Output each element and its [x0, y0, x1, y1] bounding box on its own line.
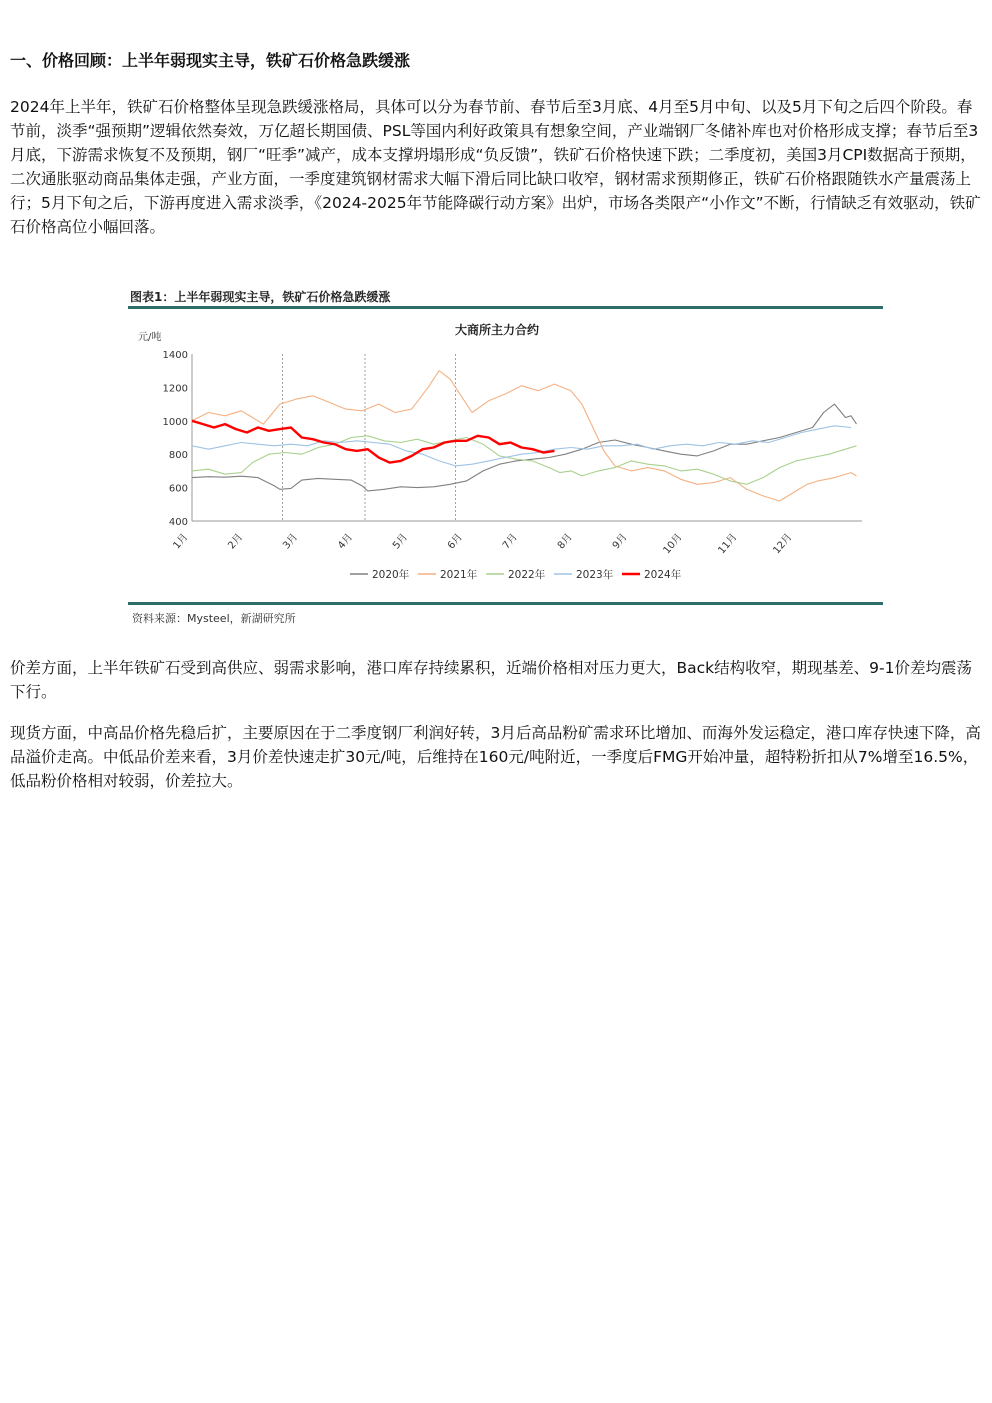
- figure-bottom-rule: [128, 602, 883, 605]
- x-tick-label: 3月: [281, 531, 301, 552]
- x-tick-label: 6月: [445, 531, 465, 552]
- x-tick-label: 4月: [336, 531, 356, 552]
- y-tick-label: 600: [168, 483, 188, 495]
- chart-title: 大商所主力合约: [454, 323, 540, 337]
- paragraph-spread: 价差方面，上半年铁矿石受到高供应、弱需求影响，港口库存持续累积，近端价格相对压力更大，Back结构收窄，期现基差、9-1价差均震荡下行。: [10, 659, 972, 701]
- x-tick-label: 12月: [771, 531, 795, 557]
- section-heading: 一、价格回顾：上半年弱现实主导，铁矿石价格急跌缓涨: [10, 51, 411, 70]
- legend-label: 2023年: [576, 569, 614, 581]
- legend-label: 2020年: [372, 569, 410, 581]
- y-tick-label: 1400: [162, 350, 188, 361]
- x-tick-label: 10月: [661, 531, 685, 557]
- figure-caption: 图表1：上半年弱现实主导，铁矿石价格急跌缓涨: [130, 290, 391, 304]
- figure-top-rule: [128, 306, 883, 309]
- price-line-chart: [120, 310, 885, 610]
- paragraph-price-review: 2024年上半年，铁矿石价格整体呈现急跌缓涨格局，具体可以分为春节前、春节后至3月底、4月至5月中旬、以及5月下旬之后四个阶段。春节前，淡季“强预期”逻辑依然奏效，万亿超长期国债、PSL等国内利好政策具有想象空间，产业端钢厂冬储补库也对价格形成支撑；春节后至3月底，下游需求恢复不及预期，钢厂“旺季”减产，成本支撑坍塌形成“负反馈”，铁矿石价格快速下跌；二季度初，美国3月CPI数据高于预期，二次通胀驱动商品集体走强，产业方面，一季度建筑钢材需求大幅下滑后同比缺口收窄，钢材需求预期修正，铁矿石价格跟随铁水产量震荡上行；5月下旬之后，下游再度进入需求淡季，《2024-2025年节能降碳行动方案》出炉，市场各类限产“小作文”不断，行情缺乏有效驱动，铁矿石价格高位小幅回落。: [10, 98, 981, 236]
- paragraph-spot: 现货方面，中高品价格先稳后扩，主要原因在于二季度钢厂利润好转，3月后高品粉矿需求环比增加、而海外发运稳定，港口库存快速下降，高品溢价走高。中低品价差来看，3月价差快速走扩30元/吨，后维持在160元/吨附近，一季度后FMG开始冲量，超特粉折扣从7%增至16.5%，低品粉价格相对较弱，价差拉大。: [10, 724, 981, 790]
- legend-label: 2022年: [508, 569, 546, 581]
- y-tick-label: 400: [168, 517, 188, 528]
- figure-1: [120, 284, 885, 629]
- x-tick-label: 1月: [171, 531, 191, 552]
- x-tick-label: 7月: [500, 531, 520, 552]
- series-line-2021年: [192, 371, 857, 501]
- x-tick-label: 11月: [716, 531, 740, 557]
- x-tick-label: 8月: [555, 531, 575, 552]
- x-tick-label: 2月: [226, 531, 246, 552]
- y-tick-label: 1000: [162, 416, 188, 428]
- y-tick-label: 800: [168, 450, 188, 462]
- figure-source: 资料来源：Mysteel，新湖研究所: [132, 612, 296, 625]
- y-axis-label: 元/吨: [138, 332, 162, 343]
- y-tick-label: 1200: [162, 383, 188, 395]
- legend-label: 2024年: [644, 569, 682, 581]
- x-tick-label: 5月: [391, 531, 410, 552]
- series-line-2022年: [192, 436, 857, 485]
- x-tick-label: 9月: [610, 531, 630, 552]
- legend-label: 2021年: [440, 569, 478, 581]
